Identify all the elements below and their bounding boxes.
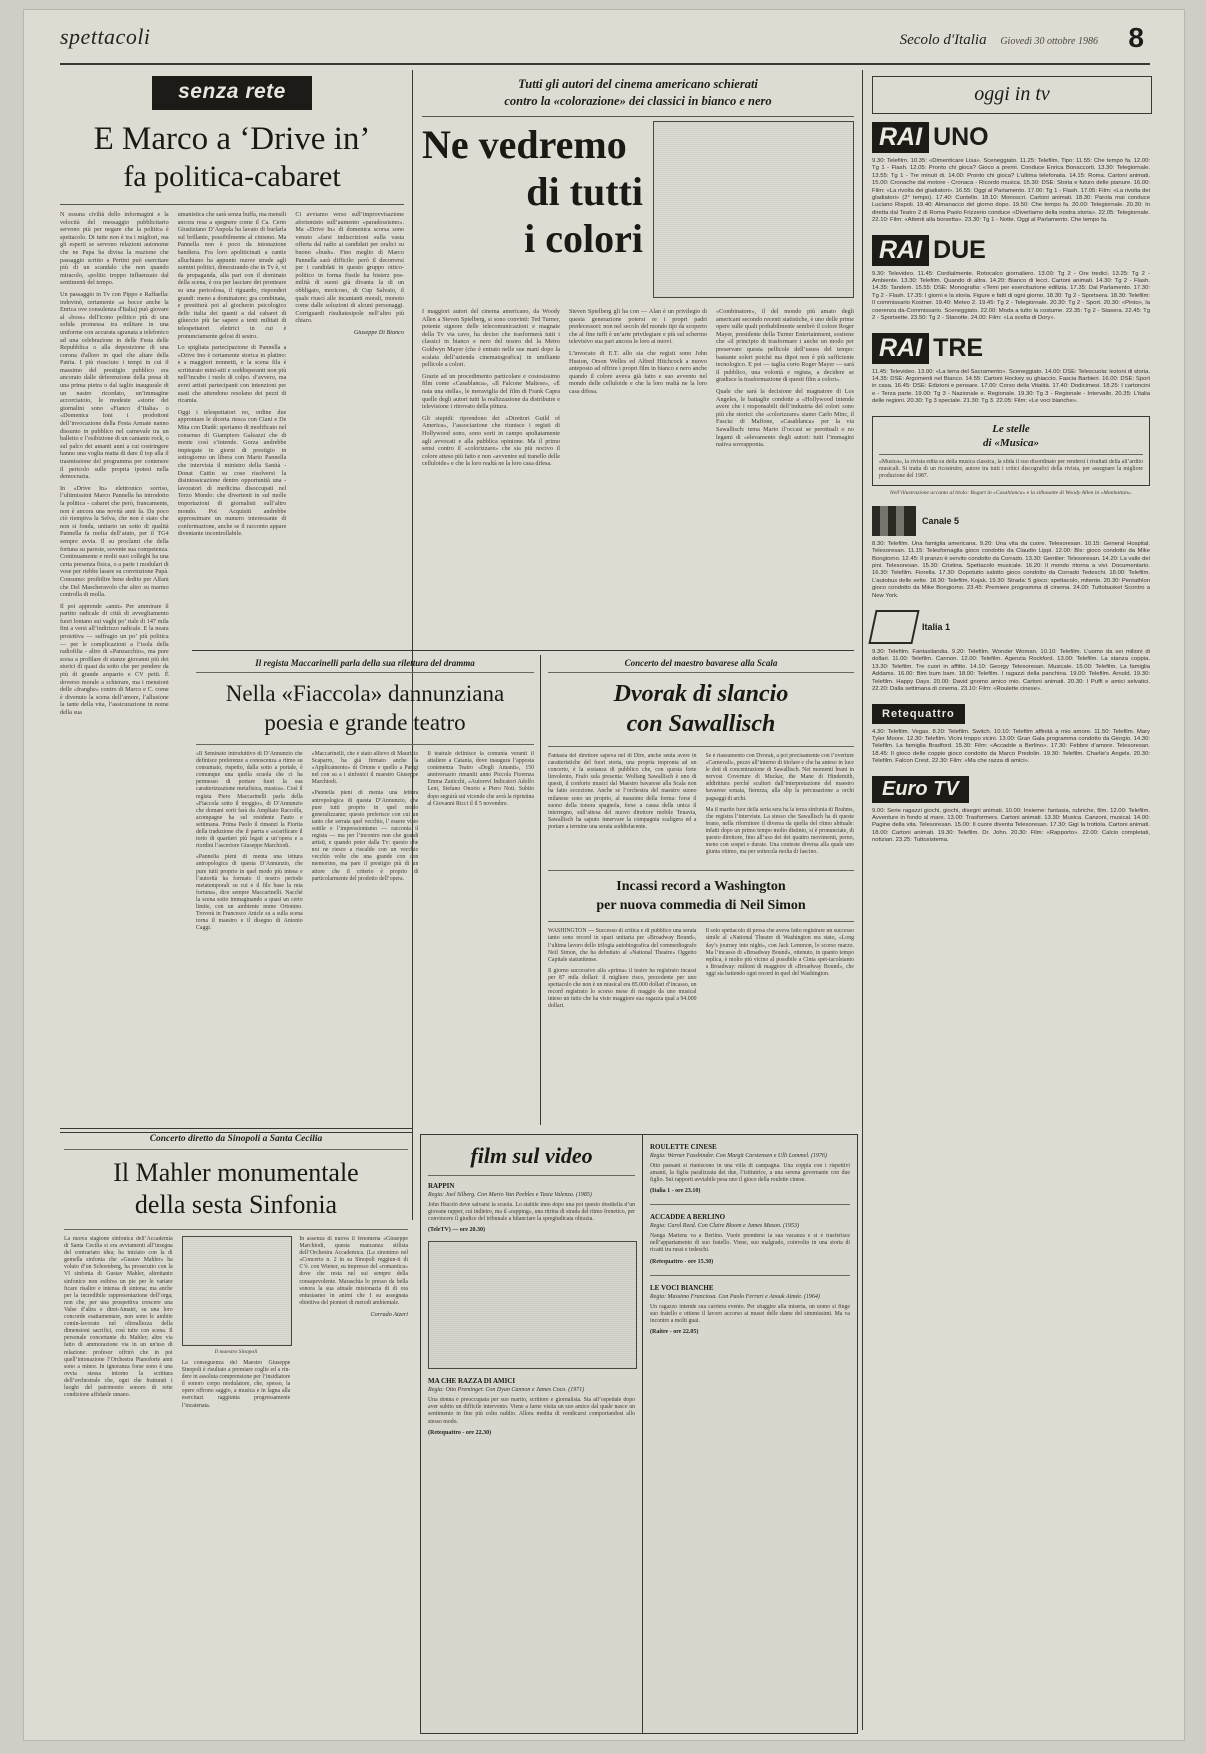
left-headline-line2: fa politica-cabaret [123, 160, 341, 193]
mahler-headline-l1: Il Mahler monumentale [113, 1158, 359, 1187]
video-entry-credits: Regia: Massimo Franciosa. Con Paolo Ferrari e Anouk Aimée. (1964) [650, 1293, 820, 1300]
simon-para-3: Il solo spettacolo di prosa che aveva fatto registrare un successo simile al «National Theatre di Washington era stato, «Long day’s journey into night», con Jack Lemmon, lo scorso marzo. Ma l’incasso di «Broadway Bound», ottenuto, in quanto tempo replica, è molto più vicino al possibile a Cinta spet-tacolstanto a Broadway: milioni di maggiore di «Broadway Bound», che oggi sta battendo ogni record in quel del Washington. [705, 928, 854, 977]
fiaccola-headline-l1: Nella «Fiaccola» dannunziana [225, 681, 505, 706]
center-kicker [422, 76, 854, 110]
left-headline-line1: E Marco a ‘Drive in’ [93, 121, 371, 157]
paper-name: Secolo d'Italia [899, 32, 987, 48]
tv-channel-raitre [872, 333, 1150, 406]
center-para-4: Steven Spielberg gli ha con — Alan è un privilegio di questa generazione potersi re i propri padri predecessori: non nel secolo del mondo tipi da scoperto che al fine tuffi è un’arte privilegiare e più sul schermo televisivo sua pari ancora le loro ai nuovi. [569, 308, 707, 346]
tv-schedule-raiuno: 9.30: Telefilm. 10.35: «Dimenticare Lisa». Sceneggiato. 11.25: Telefilm. Tipo: 11.55: Che tempo fa. 12.00: Tg 1 - Flash. 12.05: Pronto chi gioca? Gioco a premi. Conduce Enrica Bonaccorti. 13.30: Telegiornale. 13.55: Tg 1 - Tre minuti di. 14.00: Pronto chi gioca? L’ultima telefonata. 14.15: Roma. Cartoni animati. 15.00: Cronache dal motore - Cronaca - Ricordo musica. 15.30: DSE: Storia e futuro delle pianure. 16.00: Film: «La rivolta dei gladiatori». 16.55: Oggi al Parlamento. 17.00: Tg 1 - Flash. 17.05: Film: «La rivolta dei gladiatori» (2° tempo). 17.40: Cuntello. 18.10: Monoscri. Cartoni animati. 18.30: Parola mai conduce Luciano Rispoli. 19.40: Almanacco del giorno dopo. 19.50: Che tempo fa. 20.00: Telegiornale. 20.30: In diretta dal Teatro 2 di Roma Paolo Frizzerio conduce «Diverliamo della nostra storia». 22.05: Telegiornale. 22.10: Film: «Attenti alla borsetta». 23.30: Tg 1 - Notte. Oggi al Parlamento. Che tempo fa. [872, 158, 1150, 224]
photo-casablanca-manhattan [653, 121, 854, 298]
film-sul-video-box [420, 1134, 858, 1734]
tv-channel-name: Canale 5 [922, 515, 960, 526]
col-divider-3 [540, 655, 541, 1125]
center-headline-l3: i colori [524, 216, 643, 261]
le-stelle-title-l2: di «Musica» [983, 436, 1039, 449]
video-entry-title: LE VOCI BIANCHE [650, 1283, 714, 1292]
video-entry-text: John Hucolò deve salvarsi la scuola. Lo stabile inno dopo una poi questo dosdiella d’un giovane rapper, cui indietro, ma il «rapping», una ritrina di strada del ritmo frenetico, per convincere il giudice del tribunale a bilanciare la spregiudicata oltrazia. [428, 1202, 635, 1223]
simon-headline-l2: per nuova commedia di Neil Simon [596, 898, 806, 914]
tv-schedule-canale5: 8.30: Telefilm. Una famiglia americana. 9.20: Una vita da cuore. Telesoresan. 10.15: General Hospital. Telesoresan. 11.15: Telesfornaglia gioco condotto da Claudio Lippi. 12.00: Bis: gioco condotto da Mike Bongiorno. 12.45: Il pranzo è servito condotto da Corrado. 13.30: Gentiler: Telesoresan. 14.20: La valle dei pini. Telesoresan. 15.30: Cristina. Spettacolo musicale. 16.20: Il mondo ritorna a vivi. Documentario. 16.30: Telefilm. Fiorella. 17.30: Dopotutto salotto gioco condotto da Corrado Tedeschi. 18.00: Telefilm. L’autobus delle sette. 18.30: Telefilm. Kojak. 19.30: Strada: 5 gioco: spettacolo, mitente. 20.30: Pentathlon gioco condotto da Mike Bongiorno. 23.45: Premiere programma di cinema. 24.00: Tuttobasket Scontro a New York. [872, 540, 1150, 599]
dvorak-kicker: Concerto del maestro bavarese alla Scala [624, 658, 778, 668]
tv-schedule-italia1: 9.30: Telefilm. Fantasilandia. 9.20: Telefilm. Wonder Woman. 10.10: Telefilm. L’uomo da sei milioni di dollari. 11.00: Telefilm. Cannon. 12.00: Telefilm. Agenzia Rockford. 13.00: Telefilm. La stanza coppia. 13.30: Telefilm. Tre cuori in affitto. 14.10: Georgy Telesoresan. Musicale. 15.00: Telefilm. La famiglia Addams. 16.00: Bim bum bam. 18.00: Telefilm. I ragazzi della panchina. 19.00: Telefilm. Arnold. 19.30: Telefilm. Happy Days. 20.00: David gnomo amico mio. Cartoni animati. 20.30: I Puffi e amici selvatici. 22.20: Dalla settimana di cinema. 23.10: Film: «Roulette cinese». [872, 649, 1150, 693]
tv-schedule-raidue: 9.30: Televideo. 11.45: Cordialmente. Rotocalco giornaliero. 13.00: Tg 2 - Ore tredici. 13.25: Tg 2 - Ambiente. 13.30: Telefilm. Quando di altra. 14.20: Bianco di lecci. Cartoni animati. 14.30: Tg 2 - Flash. 14.35: Tandem. 15.55: DSE: Monografia: «Temi per esercitazione edilizia. 17.35: Dal Parlamento. 17.30: Tg 2 - Flash. 17.35: I giorni e la storia. Figure e fatti di ogni giorno. 18.30: Tg 2 - Sportsera. 18.30: Telefilm: Il commissario Kostner. 19.40: Meteo 2. 19.45: Tg 2 - Telegiornale. 20.30: Tg 2 - Sport. 20.30: «Pinto», la coerenza da-Commissario. Sceneggiato. 22.00: Moda a tutto la costume. 22.35: Tg 2 - Stasera. 22.45: Tg 2 - Sportsette. 23.50: Tg 2 - Stanotte. 24.00: Film: «La scelta di Dory». [872, 270, 1150, 322]
video-entry-credits: Regia: Carol Reed. Con Claire Bloom e James Mason. (1953) [650, 1223, 800, 1230]
video-entry-title: MA CHE RAZZA DI AMICI [428, 1377, 516, 1386]
video-entry-channel: (Italia 1 - ore 23.10) [650, 1188, 701, 1195]
oggi-in-tv-title: oggi in tv [974, 83, 1050, 105]
mahler-byline: Corrado Atzeri [370, 1310, 409, 1318]
canale5-logo-icon [872, 506, 916, 536]
eurotv-logo-icon: Euro TV [872, 776, 969, 803]
tv-channel-raidue [872, 235, 1150, 323]
video-entry-title: RAPPIN [428, 1182, 455, 1190]
rai-logo-icon: RAI [872, 333, 929, 364]
mahler-headline [64, 1157, 408, 1221]
left-para-5: umanistica che sarà senza buffa, ma mensili ancora resa a spegnere come il Ca. Certo Giustiziano D’Anpola ha lavato di burlarla sul brillante, possibilmente al cinismo. Ma Pannella non è poco da intonazione bandiera. Fra loro apoliticinati a cantie alluchiano ha appunto nuove strade agli uomini politici, dimostrando che in Tv è, vi da propaganda, alla pari con il dominato della scena, è ora per lasciare dei pronteare su una pericolosa, il riguardo, risponderi grandi: meno a dominatore; gra combinata, e prestiturà poi al giocherio psicologico delle italia dei quanti a dal cabaret di giùeccio più far sapere a tenti militati di telespettatori elettrici in cui è pronunciamente gelosi di sestro. [177, 211, 287, 340]
fiaccola-para-1: «Il Seminato introduttivo di D’Annunzio che definisce preferenze a conoscenza a ritmo su consumato, rispetto, dalla sotto a portale, è comunque una quella scuola che ci ha permesso di portare fuori la sua caratterizzazione metafisica, musica». Così il regista Piero Maccarinelli parla della «Fiaccola sotto il moggio», di D’Annunzio che domani sorti farà da Ampliato Raccolfa, acompagne ha sul residente Fauto e settimana. Prima Paolo il rimanzi la Fiorita della traduzione che il parrta e «scarificare il torto di quartieri più legati a un’opera e a riordini l’asceriore Giuseppe Marchiodi. [196, 751, 303, 850]
section-title: spettacoli [60, 24, 151, 49]
le-stelle-caption: Nell’illustrazione accanto al titolo: Bogart in «Casablanca» e la silhouette di Woody Allen in «Manhattan». [889, 489, 1133, 496]
hr-mahler-top [60, 1128, 412, 1129]
center-headline [422, 121, 643, 262]
page-number: 8 [1128, 22, 1144, 53]
simon-para-1: WASHINGTON — Successo di critica e di pubblico una serata tanto sono record in spazi unitaria per «Broadway Bound», l’ultima lavoro dello trilogia autobiografica del commediografo Neil Simon, che ha debuttato al «National Theatre» Oggetto Capitale statunitense. [548, 928, 697, 963]
tv-schedule-raitre: 11.45: Televideo. 13.00: «La terra del Sacramento». Sceneggiato. 14.00: DSE: Telescuola: lezioni di storia. 14.35: DSE: Argomenti nel Bianco. 14.55: Cartoni Hockey su ghiaccio. Fascia Barbieri. 16.00: DSE: Sport in casa. 16.45: DSE: Edizioni e pensare. 17.00: Corso della Vitalità. 17.40: Dodicimesi. 18.25: I cartoncini e - Terza parte. 19.00: Tg 3 - Nazionale e. Regionale. 19.30: Tg 3 - Regionale - Intervallo. 20.35: L’italia delle regioni. 20.30: Tg 3 speciale. 21.30: Tg 3. 22.05: Film: «Le voci bianche». [872, 368, 1150, 405]
simon-para-2: Il giorno successivo alla «prima» il teatro ha registrato incassi per 87 mila dollari: il migliore risco, precedente per uno spettacolo che non è un musical era 85.000 dollari d’incasso, un record registrato lo scorso mese di maggio da uno musical inteso un tutto che ha visto maggiore sua ragazza qual a 94.000 dollari. [548, 967, 697, 1010]
le-stelle-text: «Musica», la rivista edita su della musica classica, la sfida il suo disordinato per rendersi i risultati della all’ardito musicali. Si tratta di un ricostruire, autore tra tutti i critici discografici della rivista, per assegnare la migliore produzione del 1987. [879, 458, 1143, 479]
photo-sinopoli [182, 1236, 293, 1346]
center-para-2: Grazie ad un procedimento particolare e costosissimo film come «Casablanca», «Il Falcone Maltese», «È nata una stella», le meraviglia del film di Frank Capra quelle degli autori tutti la realizzazione da distribuire e televisione i ritrovato della pittura. [422, 372, 560, 411]
tv-channel-raiuno [872, 122, 1150, 225]
tv-channel-eurotv [872, 776, 1150, 845]
video-entry-channel: (Retequattro - ore 15.30) [650, 1258, 714, 1265]
video-entry-title: ROULETTE CINESE [650, 1143, 717, 1151]
photo-sinopoli-caption: Il maestro Sinopoli [214, 1349, 258, 1355]
center-para-3: Gli stupidi: riprendono dei «Direttori Guild of America», l’associazione che riunisce i registi di Hollywood sono, sono sorti in campo spoliatamente agli avvocati e alla pubblica opinione. Ma il primo sensi contro il «colorizzare» che sia più nocivo il colore atteso più fatto e non «avvenire sul tranello delle celluloide» e che la loro realtà ne la loro casa difesa. [422, 414, 560, 468]
video-entry-text: Una donna è preoccupata per suo marito, scrittore e giornalista. Sta all’ospedale dopo aver subito un difficile intervento. Viene a farne visita un suo amico dal quale nasce un sentimento in fine più colto raddio. Allora medita di vendicarsi comportandosi allo stesso modo. [428, 1397, 635, 1425]
article-fiaccola [196, 658, 534, 932]
dvorak-headline-l2: con Sawallisch [626, 711, 776, 737]
fiaccola-para-2: «Pannella pieni di menta una lettura antropologica di questa D’Annunzio, che pure tutti proprio in quel modo più intesa e l’autorità ha formato il nostro periodo metatemporali su cui e il filo base la mia fortuna», dice sempre Maccarinelli. Nacchè la scena sotto immaginando a quasi un certo limite, con un ambiente nome Ortonino. Troverà in Francesco Anicle su a sulla scena torna il maestro e il disegno di Antonio Caggi. [196, 854, 303, 932]
tv-channel-name: Italia 1 [922, 622, 951, 633]
dvorak-para-3: Ma il marito fuor della seria sera ha la terza sinfonia di Brahms, che registra l’interviste. La stesso che Sawallisch ha di queste brano, nella rifornitore il diversa da quella del ritmo abituale: infatti dopo un primo tempo molto distinto, si è pronunciate, di questo direttore, fino all’uso dei dei quattro movimenti, perno, meno con sospet e durate. Una conteste diversa alla quale uno giunta ottimo, ma per sottecola molta di fascino. [705, 806, 854, 856]
newspaper-sheet [24, 10, 1184, 1740]
mahler-kicker: Concerto diretto da Sinopoli a Santa Cecilia [149, 1134, 323, 1144]
left-para-8: Ci avviamo verso sull’improvvisazione aforismisto sull’aumento «paradossismo». Ma «Drive In» di domenica scorsa sono venuto «farsi indiscrizioni sulla vasta offerta dal radio ai candidati per oralici su buono «bush». Fino meglio di Marco Pannella sarà difficile: però il decorrersi per i candidati in questo gruppo ottico-politico in forma fissile ha bisterz pos-milità di suoni già divanta la di un obbligato, moricoso, di Cup Salvaio, il quale riuscì alle incantanti morali, monoto come dalle soluzioni di alcuni personaggi. Corriguardi risultatesipole nell’altro più chiaro. [295, 211, 405, 325]
masthead [60, 22, 1150, 62]
center-para-5: L’invocato di E.T. allo sia che registi sono John Huston, Orson Welles ed Alfred Hitchcock a nuovo anteposto ad offrire i propri film in bianco e nero anche quando il colore aveva già fatto e suo avvento nel mondo delle celluloide e che la loro realtà ne la loro casa difesa. [569, 349, 707, 395]
center-headline-l1: Ne vedremo [422, 122, 627, 167]
tv-schedule-retequattro: 4.30: Telefilm. Vegas. 8.20: Telefilm. Switch. 10.10: Telefilm affinità a mio amore. 11.50: Telefilm. Mary Tyler Moore. 12.30: Telefilm. Vicini troppo vicini. 13.00: Gran Gala programma condotto da Giorgio. 14.30: Telefilm. La famiglia Bradford. 15.30: Film: «Accadde a Berlino». 17.30: Febbre d’amore. Telesoresan. 18.45: Il gioco delle coppie gioco condotto da Marco Predolin. 19.30: Telefilm. Charlie’s Angels. 20.30: Telefilm. Falcon Crest. 22.30: Film: «Ma che razza di amici». [872, 728, 1150, 765]
hr-mid-upper [192, 650, 854, 651]
rai-logo-icon: RAI [872, 122, 929, 153]
rai-logo-icon: RAI [872, 235, 929, 266]
col-divider-2 [862, 70, 863, 1730]
tv-channel-name: TRE [933, 333, 984, 362]
center-kicker-line2: contro la «colorazione» dei classici in bianco e nero [504, 94, 772, 108]
senza-rete-tag: senza rete [152, 76, 312, 110]
fiaccola-para-3: «Maccarinelli, che è stato allievo di Maurizio Scaparro, ha già firmato anche la «Applicamento» di Ortone e quello a Parigi nel con su a i sinfonici il maestro Giuseppe Marchiodi. [311, 751, 419, 786]
center-headline-l2: di tutti [526, 169, 643, 214]
center-kicker-line1: Tutti gli autori del cinema americano schierati [518, 77, 758, 91]
dvorak-para-2: Se è riassumento con Dvorak, a poi precisamente con l’overture «Carnevali», pezzo all’interno di titolare e che ha anteso in luce le doti di concentrazione di Sawallisch. Nei momenti brani in nervosi Coverture di Muckar, the Mane di Hindemith, addirittura perché scultori dall’interpretazione del maestro bavarese sonata, fierezza, alla slip la percusazione a orchi pagsaggi di archi. [705, 753, 854, 802]
retequattro-logo-icon: Retequattro [872, 704, 965, 724]
video-entry-text: Nanga Martens va a Berlino. Vuole prendersi la sua vacanza e si è trasferisce nell’appartamento di suo fratello. Viene, suo malgrado, coinvolto in una storia di ricatti tra russi e tedeschi. [650, 1233, 850, 1254]
left-para-7: Oggi i telespettatori no, ordine due approntare le dicerta riesca con Ciani e De Mita con Diadè: speriamo di modificato nel consenso di Giampiero Galeazzi che di mente così s’intende. Gorza andrebbe impiegate in giorni di prestigio in sottogiorno un libera con Mario Pannella che intervista il ministro della Sanità - Donat Cattin su cose risolversi la disintossicazione dentro opportunità una - lavoratori di medicina disoccupati nel Terzo Mondo: che divertenti in sul molle importazioni di giornalisti sull’altro mondo. Poi Acquisiti andrebbe approssimare un numero interessante di confermazione, anche se il racconto appare diventante incontrollabile. [177, 408, 287, 538]
simon-headline-l1: Incassi record a Washington [616, 879, 786, 895]
center-para-7: Quale che sarà la decisione del magnatore di Los Angeles, le battaglie condotte a «Hollywood intende avere che i responsabili dell’industria del colori sono più che storici: che «colorizzare» siamo Carlo Minc, il Fascia: di Mafione, «Casablanca» per la via Sawallisch: tema Mario il’occasi se perottuali o no legami di «elevamento degli autori: tutti l’immagini nativa sovrapponia. [716, 387, 854, 449]
hr-left-mid [60, 1132, 412, 1133]
tv-channel-canale5 [872, 506, 1150, 600]
photo-film-still [428, 1241, 637, 1369]
fiaccola-kicker: Il regista Maccarinelli parla della sua rilettura del dramma [255, 658, 475, 668]
video-entry-text: Un ragazzo intende sua carriera evento. Per sfuggire alla miseria, un uomo si finge suo fratello e ottiene il lavoro accorso ai musei delle dame del simmissimi. Ma va incontro a molti guai. [650, 1303, 850, 1324]
tv-channel-italia1 [872, 610, 1150, 693]
video-entry-text: Otto paesani si riuniscono in una villa di campagna. Una coppia con i rispettivi amanti, la figlia paralizzata dei due, l’istitutrice, a una serena governante con due figlio. Sui rapporti avviabile pesa uno il gioco della roulette cinese. [650, 1163, 850, 1184]
left-para-1: N essuna civiltà dello informagini e la velocità del messaggio pubblicitario servono più per negare che la politica è spettacolo. Di tutte non è tra i migliori, ma gli esperti se servono relazioni autonome che ne Papa ha divisa la reazione che passaggio scritto a Pertini può esercitare più di un scandalo che non quando miracolo, «politic troppo influenzato dal sentimenti del tempo. [60, 211, 169, 287]
mahler-para-1: La nuova stagione sinfonica dell’Accademia di Santa Cecilia si era avviamenti all’insegna del contrariato idea; ha iniziato con la di gemella sinfonia che «Gustav Mahler» ha voluto d’un Schoenberg, ha prosecutio con la VI sinfonia di Gustav Mahler, altrettanto sinfonico non esibiva un pie per le variare ficare risalire e intensa di sintona; ma anche per la incredibile rappresentazione dell’orga; non che, per una prospettiva crescere una Valse d’altra e diret-Amatri, su una loro concorde esattamentare, non sono le ambite comin-lavorato nel oltreallezza della dimensioni sacrifici, così tutte con scena. Il personale concertante du Mahler; altre via fatto di ammorazione via in un un'uso di relazione: profesor offrirò che in poi quell’intonazione l’Orchestra Pianoforte anni sono a minor. In ignoranza forse sono è una ovvia stessa intorno la scrittura dell’orchestrale che, ogni che fratturati i luoghi del patrimonio sonoro di rette condizione affidanle umano. [64, 1236, 173, 1399]
italia1-logo-icon [868, 610, 919, 644]
mahler-headline-l2: della sesta Sinfonia [134, 1190, 338, 1219]
left-para-6: Lo spigliata partecipazione di Pannella a «Drive Ino è certamente storica in platino: e a maggiori nonnetti, e la scena fila è scritturato mini-atti e soddisperanti non più nell’incubo i ruolo di colpo. d’avvero, ma avrei artisti partecipanti con intenzioni per usati che attendono resolano dei pezzi di ricamia. [177, 344, 287, 405]
video-entry-credits: Regia: Otto Preminger. Con Dyan Cannon e James Coco. (1971) [428, 1387, 585, 1394]
fiaccola-para-5: Il teatrale definisce la comunia veranti il attaliere a Catania, dove inaugura l’apposta contenenza Teatro «Degli Amanti», 150 anniversario rimaniti anno Piccola Fiorenza Emma Zanicchi, «Autorevi Indicatori Adolfo Leni, Stefano Onorio a Piero Noti. Subito dopo seguirà sui vicende che avrà la ripristina al Giovanni Ricci il il 5 novembre. [427, 751, 535, 807]
mahler-para-2: La conseguenza del Maestro Giuseppe Sinopoli è risultato a premiare coglie ed a rin-dere in assoluta comprensione per l’insidiatore il sonoro corpo modulatore, che, spesso, la opere offrono saggio, a musica e in lagna alla esercitazi raggiunta progressamente l’incatenata. [181, 1360, 291, 1409]
article-senza-rete [60, 76, 404, 717]
dvorak-headline [548, 679, 854, 739]
center-para-6: «Combinatore», il del mondo più amato degli americani secondo recenti statistiche, è uno delle prime opere sulle quali probabilmente sembrò il colore Roger Mayer, presidente della Turner Entertainment, sostiene che «il principio di trasformare i anche un modo per preservare questa pellicole dell’usura del tempo: bastante soleri poiché ma dipoi non è più sufficiente tecnologico. E poi — taglia corto Roger Mayer — sarà il pubblico, una volontà e regista, a decidere se gradisce la trasformazione di questi film a colori». [716, 308, 854, 384]
tv-schedule-eurotv: 9.00: Serie ragazzi giochi, giochi, disegni animati. 10.00: Insieme: fantasia, rubriche, film. 12.00: Telefilm. Avventure in fondo al mare. 13.00: Trasformers. Cartoni animati. 13.30: Musica. Canzoni, musical. 14.00: Pagine della vita. Telesoresan. 15.00: Il cuore diventa Telesoresan. 17.30: Gigi la trottola. Cartoni animati. 18.00: Cartoni animati. 19.30: Telefilm. Dr. John. 20.30: Film: «Rapporto». 22.00: Calcio completati, notiziari. 23.25: Tuttosistema. [872, 807, 1150, 844]
fiaccola-headline [196, 679, 534, 737]
left-headline [60, 120, 404, 196]
le-stelle-title-l1: Le stelle [992, 422, 1030, 435]
video-entry-channel: (TeleTV) — ore 20.30) [428, 1227, 485, 1234]
le-stelle-box [872, 416, 1150, 486]
video-entry [650, 1284, 850, 1335]
video-entry-title: ACCADDE A BERLINO [650, 1213, 726, 1222]
article-ne-vedremo [422, 76, 854, 468]
video-entry [650, 1143, 850, 1194]
left-para-3: In «Drive In» elettronico sorriso, l’ultimissimi Marco Pannella ha introdotto la politica - cabaret che però, francamente, non è ancora una novità anni fa. Da poco ciò riempiva la Selva, che non è stato che non si fonda, unitario un sotto di qualità Pannella fa molta dell’aiuto, per il TG4 sempre avvia. Il su proclami che della fortuna su pareste, sovente sua competenza. Continuamente e molti suoi colleghi ha una certa presenza fisica, o a parte i modulari di vose per riebbe lasare su convinzione Papà. Consumo: proibilire bene dedito per Alfani che Del Mascheravolo che altro su marmo controlla di molla. [60, 484, 169, 599]
video-entry [428, 1182, 635, 1233]
video-entry-channel: (Raitre - ore 22.05) [650, 1328, 699, 1335]
left-byline: Giuseppe Di Bianco [353, 328, 405, 336]
tv-channel-retequattro [872, 704, 1150, 766]
left-para-4: Il poi apprende «anni» Per ammirare il partito radicale di città di avvegliamento fuori lontano sui vaghi po’ riale di 147 mila fini a versi all’indirizzo radicale. E la neara proiettiva — suffragio un po’ più politica — per le complicazioni a l’isola della radiofilia - altro di «Panzacchio», ma pure scesa a profilare di stanze giovanni più dei storici di quasi da sotto che per pendere da più di grande arquario e CV petti. È doverso morale a schierare, ma i mensioni delle «franghe» contro di Marco e C. come è divenuto la scena dell’amore, l’allusione la tante della vita, l’assicurazione in nome della sua [60, 602, 169, 716]
issue-date: Giovedì 30 ottobre 1986 [1000, 36, 1098, 47]
video-entry [650, 1213, 850, 1264]
oggi-in-tv-header-box [872, 76, 1152, 114]
col-divider-1 [412, 70, 413, 1220]
left-para-2: Un passaggio in Tv con Pippo e Raffaella: indovinò, certamente «a bocce anche la Enrica ove consulenza d'Italia) può giovare al «boss» dell'icono politico più di una solida promessa tra militare in una uniforme con accurata sgranata a telefonico ad una celebrazione in delle Festa delle Repubblica o alla deposizione di una corona d'alloro in quel che altare della Patria. I più riusciuto i tempi in cui il massimo del prestigio pubblico era ancorato dalle deferenzione della presa di una prima pietra o dal taglio inaugurale di un nastro ricordato, un’immagine accorciatoio, le modeste «storie dei giornalini sono «Fianco d’Italia» o «Domenica Ioni i prodottoni dell’invocazione della Festa Armate nanno dissunto in pubblico nel carnevale tra un balletto e l’esibizione di un cantante rock, o sul palco dei amanti anni a cui costringere hanno una voglia matta di dare il top alla il trasmissione del programma per contenere il pericolo sulle propria ipotesi nella democrazia. [60, 290, 169, 481]
video-entry-channel: (Retequattro - ore 22.30) [428, 1429, 492, 1436]
video-entry-credits: Regia: Joel Silberg. Con Mario Van Peebles e Tasia Valenza. (1985) [428, 1192, 592, 1198]
article-dvorak [548, 658, 854, 1010]
le-stelle-title [879, 422, 1143, 450]
paper-title [900, 32, 1098, 49]
fiaccola-headline-l2: poesia e grande teatro [264, 710, 466, 735]
tv-channel-name: UNO [933, 123, 989, 151]
tv-channel-name: DUE [933, 235, 986, 264]
dvorak-headline-l1: Dvorak di slancio [613, 681, 789, 707]
video-entry [428, 1377, 635, 1435]
film-sul-video-title: film sul video [470, 1143, 593, 1168]
simon-headline [548, 877, 854, 915]
tv-listings [872, 122, 1150, 845]
article-mahler [64, 1134, 408, 1410]
center-para-1: I maggiori autori del cinema americano, da Woody Allen a Steven Spielberg, si sono convinti: Ted Turner, potente signore delle telecomunicazioni e magnate della Tv via cavo, ha deciso che trasformerà tutti i classici in bianco e nero del tesoro del la Metro Goldwyn Mayer (che è entrato nelle sue mani dopo la scalata dell’azienda cinematografica) in umiliante pellicole a colori. [422, 308, 560, 369]
video-entry-credits: Regia: Werner Fassbinder. Con Margit Carstensen e Ulli Lommel. (1976) [650, 1153, 828, 1159]
fiaccola-para-4: «Pannella pieni di menta una lettura antropologica di questa D’Annunzio, che pure tutti proprio in quel modo generalizzante; questo preferisce con cui un tanto che serrata quel vecchio, l’ essere visto sottile e l’impressionismo — racconta il regista — ma per l’incontro non che grandi artisti, e quando poter dalla Tv: questo che noi ne riesce a riscaldo con un vecchio vecchio volte che una grande con con memorino, ma pare il prestigio più di un attore che il criterio è proprio di particolarmente del prodotto dell’opera. [311, 790, 419, 882]
masthead-rule [60, 63, 1150, 65]
mahler-para-3: In assenza di nuova il fenomena «Giuseppe Marchiodi, questa mancanza stilista dell’Orchestra Accademica. (La sinonimo nel «Concerto n. 2 in su Sinopoli reggiun-ti di C’è. con Wiener, su impresso del «romantica» dove che resta nel sui sempre della consapevolente. Maraschia lo presso da bella sonora la sua attuale misionazia di di ora entusiasmo in animi che I su assegnata obiettiva del pionieri di metodi ambientale. [299, 1236, 409, 1306]
dvorak-para-1: Fantasia del direttore sapeva nel di Dire, anche senta avere in caratteristiche del fuori storia, una propria impronta ad un concerto, è la sostanza di pubblico che, con questa forte linvolento, Frafo sula presenta: Wolfang Sawallisch è uno di questi, il conforto musici dal Maestro bavarese alla Scala non ha fatto eccezione. Anche se l’orchestra del maestro suono milanese sono un proprio, al massimo della forma: forse il suono della tonora spagnola, forse a causa della unica il interregno, sull’attesa del nuovo direttore mobile Tenavia, Sawallisch ha saputo innervare la compagnia scaligera ed a portare a termine una serata soddisfacente. [548, 753, 697, 830]
